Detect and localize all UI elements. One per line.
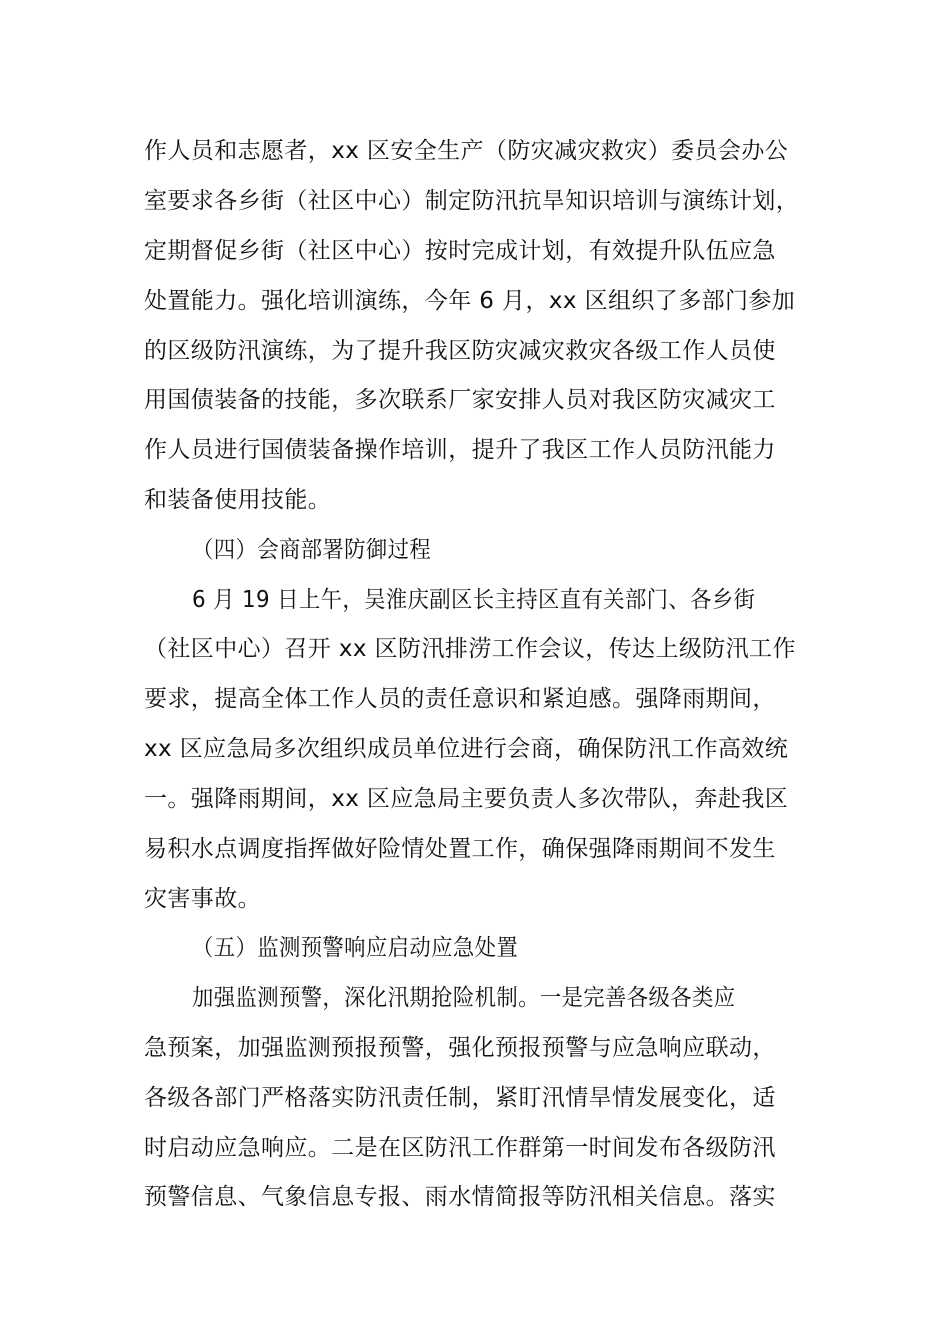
section-heading: （四）会商部署防御过程: [192, 537, 432, 563]
paragraph-line: 灾害事故。: [144, 886, 261, 912]
paragraph-line: 6 月 19 日上午，吴淮庆副区长主持区直有关部门、各乡街: [192, 587, 756, 613]
section-heading: （五）监测预警响应启动应急处置: [192, 935, 519, 961]
paragraph-line: 预警信息、气象信息专报、雨水情简报等防汛相关信息。落实: [144, 1184, 776, 1210]
paragraph-line: 处置能力。强化培训演练，今年 6 月，xx 区组织了多部门参加: [144, 288, 796, 314]
paragraph-line: 各级各部门严格落实防汛责任制，紧盯汛情旱情发展变化，适: [144, 1085, 776, 1111]
paragraph-line: （社区中心）召开 xx 区防汛排涝工作会议，传达上级防汛工作: [144, 636, 796, 662]
paragraph-line: 用国债装备的技能，多次联系厂家安排人员对我区防灾减灾工: [144, 387, 776, 413]
paragraph-line: 一。强降雨期间，xx 区应急局主要负责人多次带队，奔赴我区: [144, 786, 789, 812]
paragraph-line: 作人员和志愿者，xx 区安全生产（防灾减灾救灾）委员会办公: [144, 138, 789, 164]
paragraph-line: 加强监测预警，深化汛期抢险机制。一是完善各级各类应: [192, 985, 736, 1011]
paragraph-line: 作人员进行国债装备操作培训，提升了我区工作人员防汛能力: [144, 437, 776, 463]
paragraph-line: 急预案，加强监测预报预警，强化预报预警与应急响应联动，: [144, 1035, 776, 1061]
paragraph-line: 和装备使用技能。: [144, 487, 332, 513]
paragraph-line: 的区级防汛演练，为了提升我区防灾减灾救灾各级工作人员使: [144, 338, 776, 364]
paragraph-line: 要求，提高全体工作人员的责任意识和紧迫感。强降雨期间，: [144, 686, 776, 712]
paragraph-line: 室要求各乡街（社区中心）制定防汛抗旱知识培训与演练计划，: [144, 188, 800, 214]
paragraph-line: 定期督促乡街（社区中心）按时完成计划，有效提升队伍应急: [144, 238, 776, 264]
paragraph-line: 易积水点调度指挥做好险情处置工作，确保强降雨期间不发生: [144, 836, 776, 862]
paragraph-line: 时启动应急响应。二是在区防汛工作群第一时间发布各级防汛: [144, 1135, 776, 1161]
paragraph-line: xx 区应急局多次组织成员单位进行会商，确保防汛工作高效统: [144, 736, 789, 762]
